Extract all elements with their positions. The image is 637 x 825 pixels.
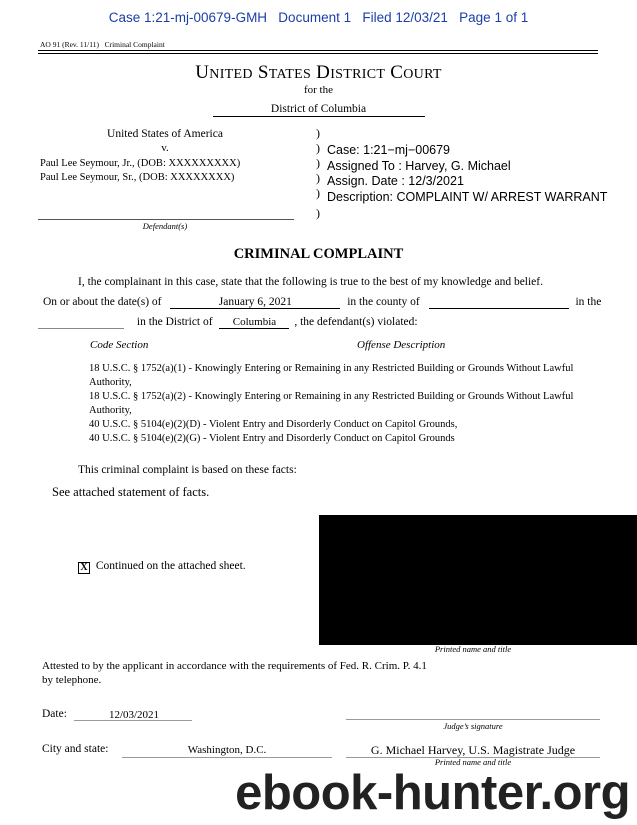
judge-signature-label: Judge’s signature [443,721,503,731]
facts-basis: This criminal complaint is based on these facts: [78,464,297,476]
violated-label: , the defendant(s) violated: [294,316,418,328]
offense-line: 40 U.S.C. § 5104(e)(2)(G) - Violent Entry and Disorderly Conduct on Capitol Grounds [89,433,455,444]
watermark: ebook-hunter.org [235,766,630,820]
signed-date: 12/03/2021 [108,709,160,721]
form-id: AO 91 (Rev. 11/11) Criminal Complaint [40,40,165,49]
district-line [38,315,418,329]
versus-label: v. [161,142,169,154]
offense-date: January 6, 2021 [170,296,340,309]
case-stamp [327,143,607,205]
complaint-intro: I, the complainant in this case, state that the following is true to the best of my knowledge and belief. [78,276,543,288]
for-the-label: for the [303,84,333,96]
assign-date: Assign. Date : 12/3/2021 [327,174,464,188]
offense-line: Authority, [89,377,132,388]
code-section-header: Code Section [90,339,149,351]
on-or-about-label: On or about the date(s) of [43,296,162,308]
plaintiff-name: United States of America [107,128,223,140]
caption-paren: ) [316,156,320,170]
date-label: Date: [42,708,67,720]
date-line [43,295,601,309]
offense-line: 18 U.S.C. § 1752(a)(1) - Knowingly Entering or Remaining in any Restricted Building or Grounds Without Lawful [89,363,574,374]
in-the-label: in the [575,296,602,308]
offense-line: 40 U.S.C. § 5104(e)(2)(D) - Violent Entry and Disorderly Conduct on Capitol Grounds, [89,419,458,430]
judge-name: G. Michael Harvey, U.S. Magistrate Judge [370,743,576,757]
judge-signature-rule [346,719,600,720]
blank-field [38,315,124,329]
case-number: Case: 1:21−mj−00679 [327,143,451,157]
header-rule-2 [38,53,598,54]
case-description: Description: COMPLAINT W/ ARREST WARRANT [327,189,608,204]
offense-lines [89,362,573,446]
complaint-heading: CRIMINAL COMPLAINT [233,246,404,262]
redaction-block [319,515,637,645]
attestation [42,659,427,687]
district-of-label: in the District of [136,316,213,328]
city-state-label: City and state: [42,743,109,755]
county-value [429,295,569,309]
district-value: Columbia [219,316,289,329]
assigned-judge: Assigned To : Harvey, G. Michael [327,158,511,173]
continued-label: Continued on the attached sheet. [95,560,246,572]
printed-name-label-1: Printed name and title [434,644,512,654]
ecf-header-stamp: Case 1:21-mj-00679-GMH Document 1 Filed 12/03/21 Page 1 of 1 [108,10,529,25]
caption-paren: ) [316,141,320,155]
caption-paren: ) [316,126,320,140]
attestation-line: Attested to by the applicant in accordance with the requirements of Fed. R. Crim. P. 4.1 [42,660,427,672]
caption-paren: ) [316,171,320,185]
defendant-1: Paul Lee Seymour, Jr., (DOB: XXXXXXXXX) [40,158,241,169]
district-rule [213,116,425,117]
caption-paren: ) [316,206,320,220]
date-rule [74,720,192,721]
caption-paren: ) [316,186,320,200]
printed-name-label-2: Printed name and title [434,757,512,767]
city-rule [122,757,332,758]
header-rule [38,50,598,51]
court-title: UNITED STATES DISTRICT COURT [195,62,442,83]
continued-row [78,560,246,574]
continued-checkbox[interactable]: X [78,562,90,574]
offense-line: Authority, [89,405,132,416]
defendant-2: Paul Lee Seymour, Sr., (DOB: XXXXXXXX) [40,172,235,183]
statement-of-facts: See attached statement of facts. [52,485,210,499]
county-label: in the county of [347,296,420,308]
offense-line: 18 U.S.C. § 1752(a)(2) - Knowingly Entering or Remaining in any Restricted Building or Grounds Without Lawful [89,391,574,402]
city-state-value: Washington, D.C. [187,744,267,756]
district-name: District of Columbia [270,103,367,115]
attestation-line: by telephone. [42,674,102,686]
defendant-rule [38,219,294,220]
defendant-label: Defendant(s) [142,221,188,231]
offense-description-header: Offense Description [357,339,446,351]
